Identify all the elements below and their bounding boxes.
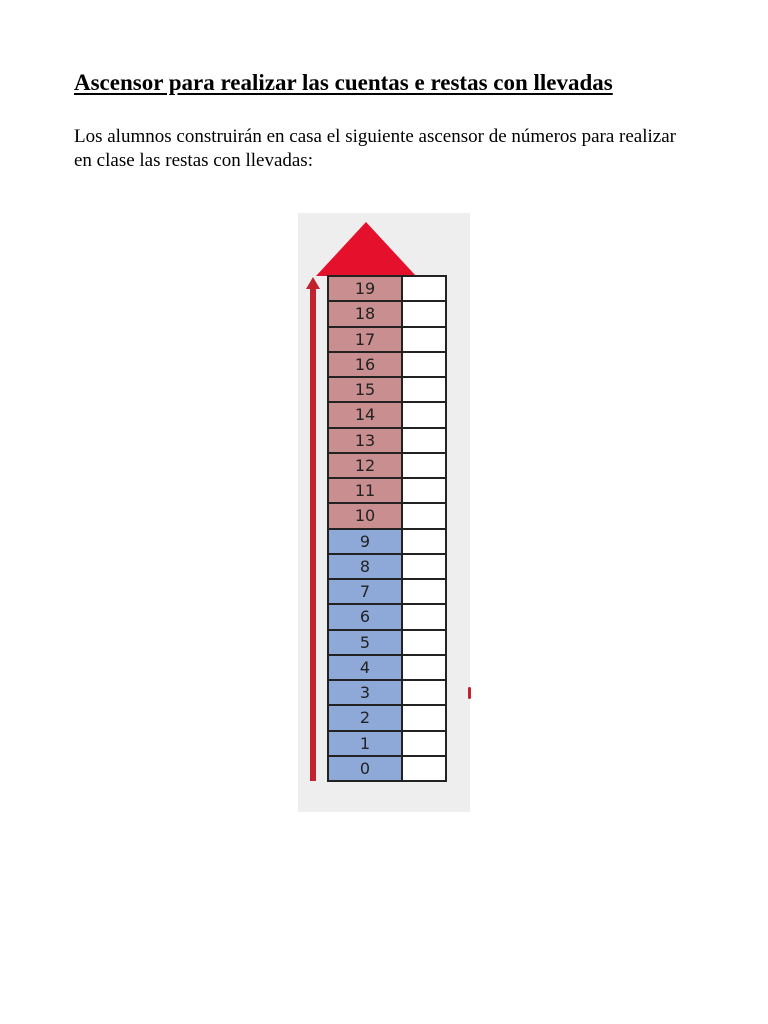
floor-blank-cell (403, 631, 445, 654)
floor-blank-cell (403, 681, 445, 704)
floor-number: 3 (329, 681, 403, 704)
floor-number: 4 (329, 656, 403, 679)
floor-blank-cell (403, 706, 445, 729)
floor-row (329, 656, 445, 681)
floor-row (329, 605, 445, 630)
floor-blank-cell (403, 328, 445, 351)
floor-number: 1 (329, 732, 403, 755)
floor-row (329, 732, 445, 757)
floor-row (329, 757, 445, 782)
floor-number: 10 (329, 504, 403, 527)
floor-row (329, 479, 445, 504)
number-ladder (327, 275, 447, 782)
floor-number: 11 (329, 479, 403, 502)
floor-row (329, 706, 445, 731)
floor-number: 17 (329, 328, 403, 351)
floor-number: 8 (329, 555, 403, 578)
floor-row (329, 353, 445, 378)
floor-row (329, 631, 445, 656)
floor-blank-cell (403, 378, 445, 401)
floor-blank-cell (403, 302, 445, 325)
floor-blank-cell (403, 732, 445, 755)
elevator-figure (298, 213, 470, 812)
floor-row (329, 555, 445, 580)
floor-blank-cell (403, 555, 445, 578)
floor-row (329, 378, 445, 403)
floor-row (329, 302, 445, 327)
floor-blank-cell (403, 656, 445, 679)
floor-row (329, 403, 445, 428)
floor-number: 14 (329, 403, 403, 426)
roof-triangle-icon (316, 222, 416, 276)
floor-row (329, 277, 445, 302)
up-arrow-shaft (310, 287, 316, 781)
floor-blank-cell (403, 353, 445, 376)
edge-mark (468, 687, 471, 699)
floor-blank-cell (403, 403, 445, 426)
floor-number: 19 (329, 277, 403, 300)
floor-number: 6 (329, 605, 403, 628)
floor-number: 9 (329, 530, 403, 553)
floor-blank-cell (403, 605, 445, 628)
floor-row (329, 580, 445, 605)
intro-paragraph: Los alumnos construirán en casa el siguiente ascensor de números para realizar en clase las restas con llevadas: (74, 126, 676, 171)
floor-number: 2 (329, 706, 403, 729)
floor-number: 16 (329, 353, 403, 376)
floor-number: 0 (329, 757, 403, 780)
floor-blank-cell (403, 757, 445, 780)
floor-number: 5 (329, 631, 403, 654)
floor-row (329, 530, 445, 555)
floor-blank-cell (403, 530, 445, 553)
floor-blank-cell (403, 277, 445, 300)
floor-row (329, 328, 445, 353)
floor-number: 15 (329, 378, 403, 401)
floor-blank-cell (403, 504, 445, 527)
floor-row (329, 429, 445, 454)
floor-row (329, 504, 445, 529)
floor-number: 7 (329, 580, 403, 603)
floor-row (329, 681, 445, 706)
floor-number: 18 (329, 302, 403, 325)
floor-blank-cell (403, 454, 445, 477)
floor-number: 12 (329, 454, 403, 477)
floor-row (329, 454, 445, 479)
document-title: Ascensor para realizar las cuentas e restas con llevadas (74, 70, 613, 95)
floor-number: 13 (329, 429, 403, 452)
floor-blank-cell (403, 429, 445, 452)
floor-blank-cell (403, 580, 445, 603)
floor-blank-cell (403, 479, 445, 502)
